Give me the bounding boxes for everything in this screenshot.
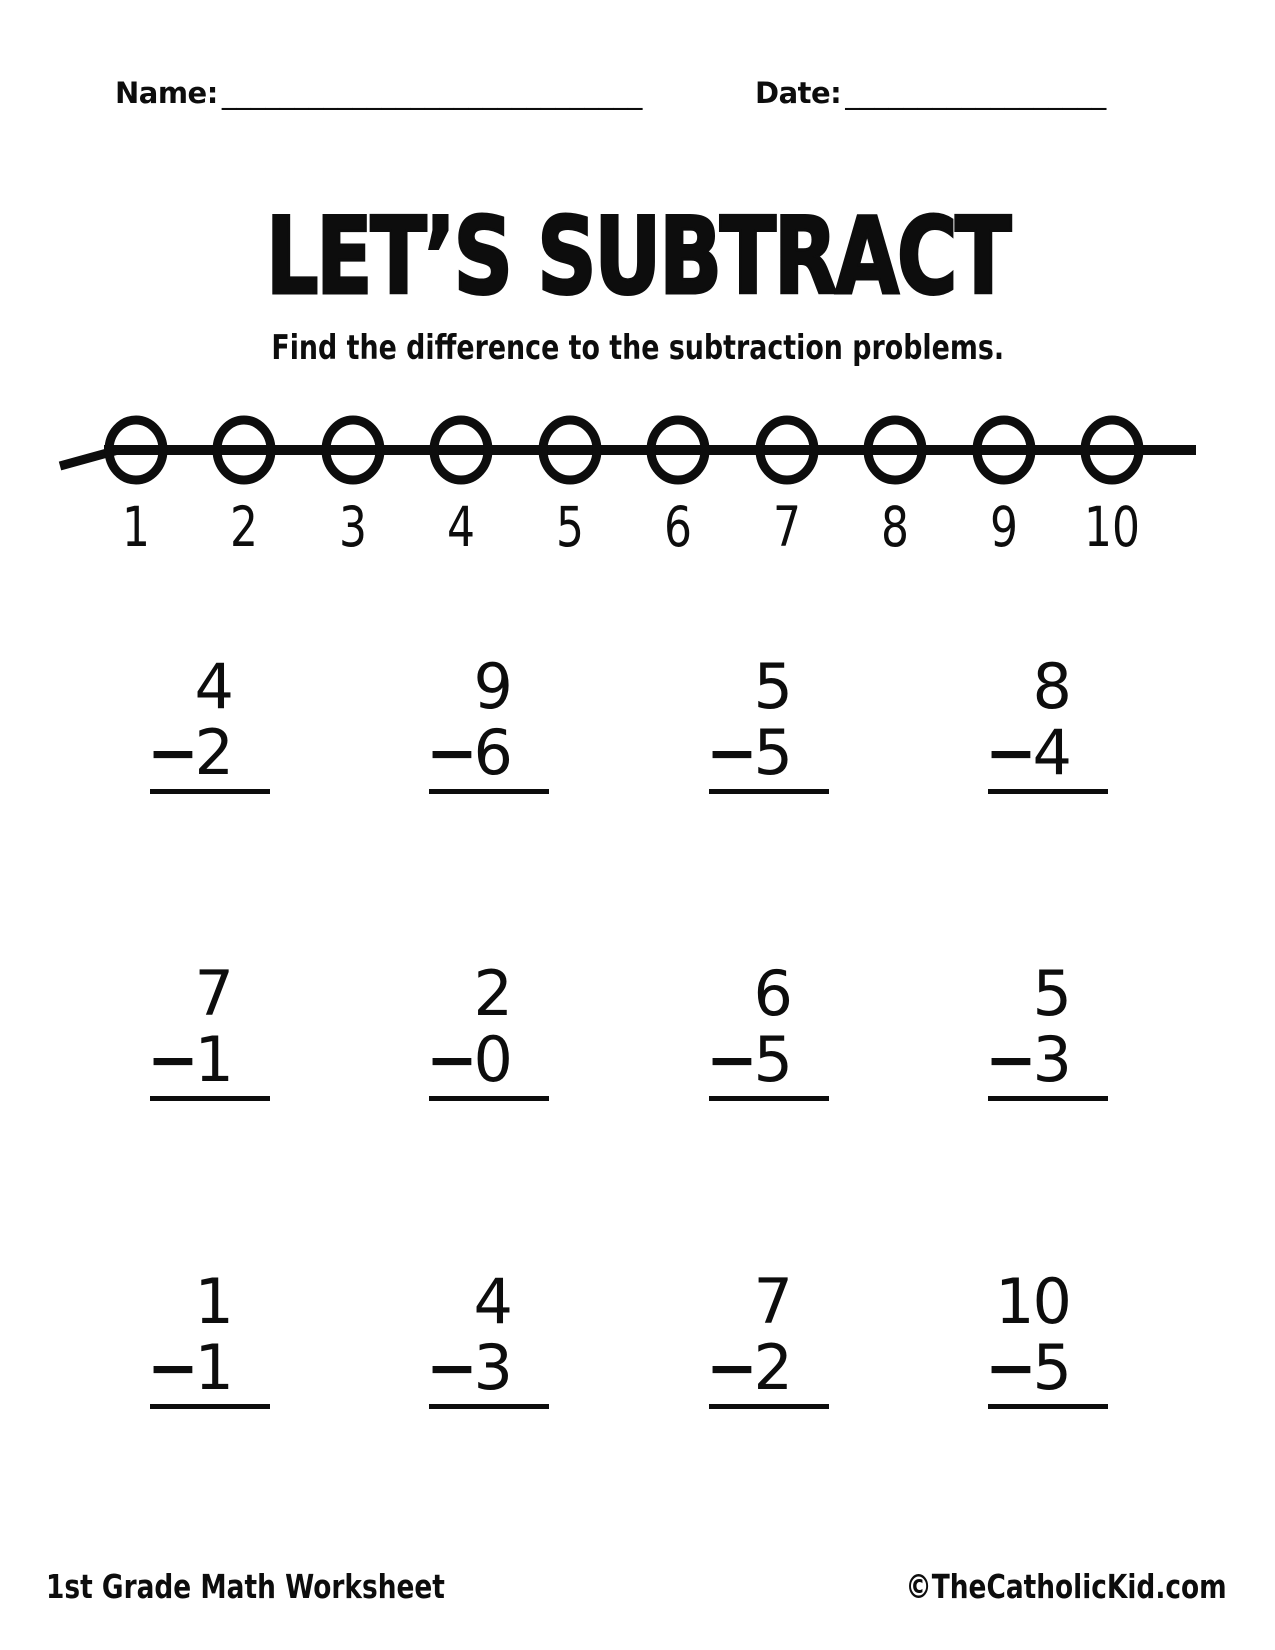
problem-cell xyxy=(706,1265,829,1409)
name-label: Name: xyxy=(115,76,218,110)
answer-line xyxy=(429,789,549,794)
minus-operator: − xyxy=(706,1023,758,1096)
numberline-label: 6 xyxy=(664,495,692,559)
subtrahend: 1 xyxy=(194,1023,232,1096)
minus-operator: − xyxy=(706,1331,758,1404)
minus-operator: − xyxy=(985,716,1037,789)
minuend: 8 xyxy=(1032,650,1070,723)
minuend: 2 xyxy=(473,957,511,1030)
answer-line xyxy=(988,1096,1108,1101)
answer-line xyxy=(150,1404,270,1409)
answer-line xyxy=(150,789,270,794)
page-title: LET’S SUBTRACT xyxy=(265,195,1010,318)
minus-operator: − xyxy=(147,716,199,789)
date-field xyxy=(755,76,1106,110)
subtrahend: 4 xyxy=(1032,716,1070,789)
answer-line xyxy=(150,1096,270,1101)
answer-line xyxy=(709,1404,829,1409)
numberline-label: 3 xyxy=(339,495,367,559)
minus-operator: − xyxy=(426,1331,478,1404)
date-label: Date: xyxy=(755,76,842,110)
problem-cell xyxy=(426,1265,549,1409)
subtrahend: 3 xyxy=(473,1331,511,1404)
minuend: 5 xyxy=(1032,957,1070,1030)
problem-cell xyxy=(426,650,549,794)
minus-operator: − xyxy=(985,1023,1037,1096)
numberline-label: 8 xyxy=(881,495,909,559)
subtrahend: 1 xyxy=(194,1331,232,1404)
date-blank-line: __________________ xyxy=(845,76,1107,110)
answer-line xyxy=(988,1404,1108,1409)
answer-line xyxy=(429,1096,549,1101)
subtrahend: 6 xyxy=(473,716,511,789)
subtrahend: 2 xyxy=(194,716,232,789)
problem-cell xyxy=(706,957,829,1101)
subtrahend: 3 xyxy=(1032,1023,1070,1096)
minuend: 10 xyxy=(995,1265,1070,1338)
problem-cell xyxy=(147,1265,270,1409)
subtrahend: 5 xyxy=(753,716,791,789)
minuend: 1 xyxy=(194,1265,232,1338)
minus-operator: − xyxy=(706,716,758,789)
problem-cell xyxy=(426,957,549,1101)
minuend: 7 xyxy=(194,957,232,1030)
subtrahend: 2 xyxy=(753,1331,791,1404)
numberline-label: 1 xyxy=(122,495,150,559)
minus-operator: − xyxy=(426,716,478,789)
problem-cell xyxy=(147,650,270,794)
problem-cell xyxy=(147,957,270,1101)
minus-operator: − xyxy=(985,1331,1037,1404)
minuend: 6 xyxy=(753,957,791,1030)
minuend: 9 xyxy=(473,650,511,723)
problem-cell xyxy=(985,957,1108,1101)
subtrahend: 5 xyxy=(1032,1331,1070,1404)
name-blank-line: _____________________________ xyxy=(221,76,643,110)
answer-line xyxy=(988,789,1108,794)
minus-operator: − xyxy=(426,1023,478,1096)
problem-cell xyxy=(985,1265,1108,1409)
minuend: 5 xyxy=(753,650,791,723)
minuend: 7 xyxy=(753,1265,791,1338)
number-line-labels xyxy=(0,495,1275,560)
numberline-label: 2 xyxy=(230,495,258,559)
numberline-label: 7 xyxy=(773,495,801,559)
minus-operator: − xyxy=(147,1023,199,1096)
number-line xyxy=(0,404,1275,496)
page-subtitle: Find the difference to the subtraction problems. xyxy=(271,328,1004,368)
minus-operator: − xyxy=(147,1331,199,1404)
footer-worksheet-label: 1st Grade Math Worksheet xyxy=(46,1567,445,1606)
numberline-label: 10 xyxy=(1084,495,1140,559)
numberline-label: 5 xyxy=(556,495,584,559)
problem-cell xyxy=(985,650,1108,794)
problem-cell xyxy=(706,650,829,794)
answer-line xyxy=(709,789,829,794)
minuend: 4 xyxy=(473,1265,511,1338)
footer-copyright: ©TheCatholicKid.com xyxy=(905,1567,1227,1606)
subtrahend: 0 xyxy=(473,1023,511,1096)
numberline-label: 9 xyxy=(990,495,1018,559)
name-field xyxy=(115,76,642,110)
answer-line xyxy=(429,1404,549,1409)
minuend: 4 xyxy=(194,650,232,723)
answer-line xyxy=(709,1096,829,1101)
subtrahend: 5 xyxy=(753,1023,791,1096)
numberline-label: 4 xyxy=(447,495,475,559)
